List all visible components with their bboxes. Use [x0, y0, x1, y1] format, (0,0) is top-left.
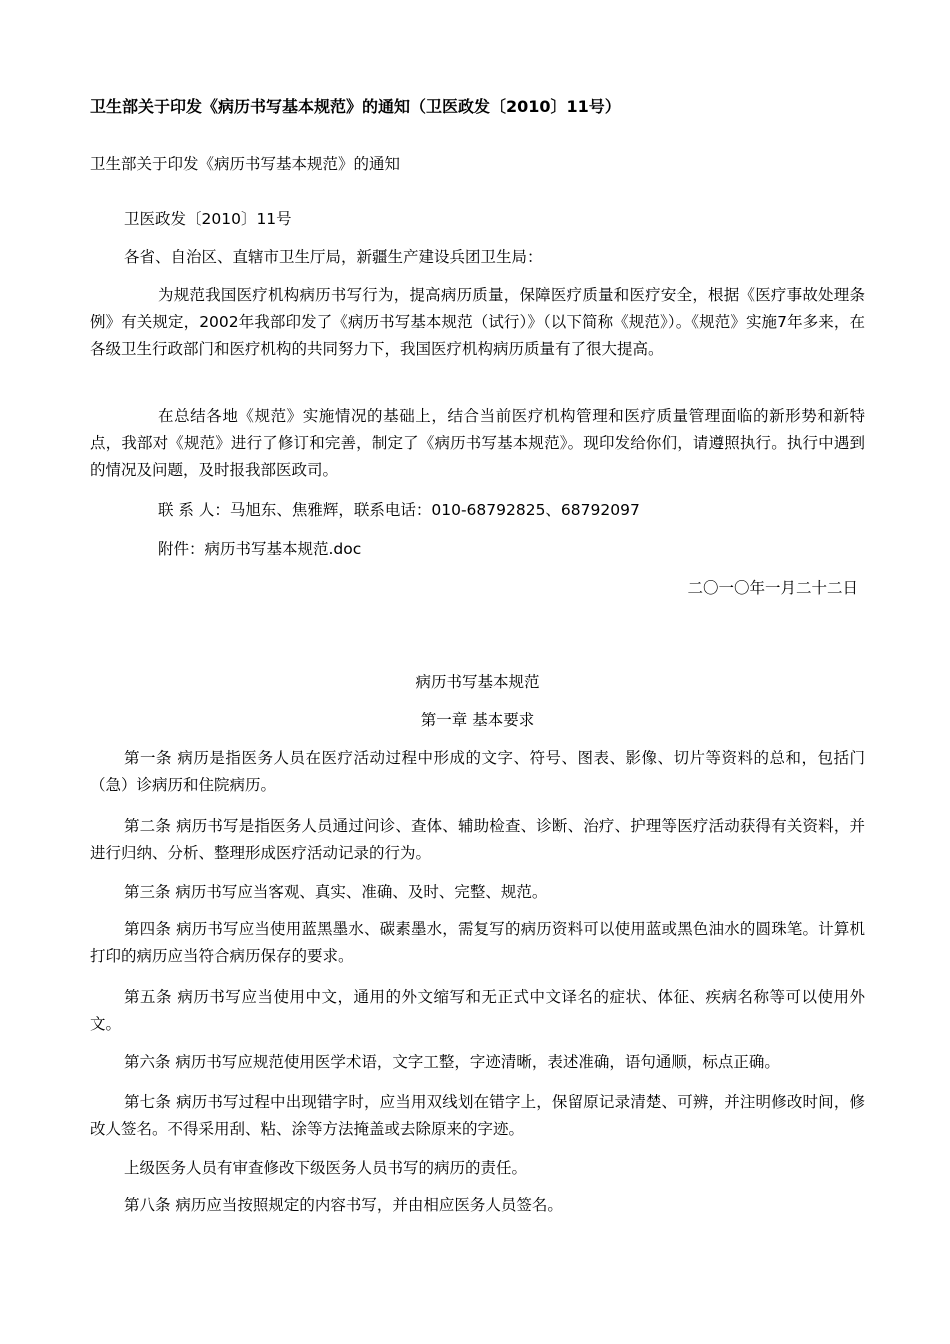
chapter-heading: 第一章 基本要求	[420, 711, 535, 729]
spec-title: 病历书写基本规范	[415, 673, 540, 691]
article-1: 第一条 病历是指医务人员在医疗活动过程中形成的文字、符号、图表、影像、切片等资料的总和，包括门（急）诊病历和住院病历。	[90, 749, 865, 794]
contact-info: 联 系 人：马旭东、焦雅辉，联系电话：010-68792825、68792097	[158, 501, 640, 519]
article-3: 第三条 病历书写应当客观、真实、准确、及时、完整、规范。	[124, 883, 548, 901]
article-7: 第七条 病历书写过程中出现错字时，应当用双线划在错字上，保留原记录清楚、可辨，并注明修改时间，修改人签名。不得采用刮、粘、涂等方法掩盖或去除原来的字迹。	[90, 1093, 865, 1138]
notice-paragraph-2: 在总结各地《规范》实施情况的基础上，结合当前医疗机构管理和医疗质量管理面临的新形势和新特点，我部对《规范》进行了修订和完善，制定了《病历书写基本规范》。现印发给你们，请遵照执行。执行中遇到的情况及问题，及时报我部医政司。	[90, 407, 865, 479]
issue-date: 二〇一〇年一月二十二日	[687, 579, 858, 597]
article-4: 第四条 病历书写应当使用蓝黑墨水、碳素墨水，需复写的病历资料可以使用蓝或黑色油水的圆珠笔。计算机打印的病历应当符合病历保存的要求。	[90, 920, 865, 965]
article-5: 第五条 病历书写应当使用中文，通用的外文缩写和无正式中文译名的症状、体征、疾病名称等可以使用外文。	[90, 988, 865, 1033]
addressee: 各省、自治区、直辖市卫生厅局，新疆生产建设兵团卫生局：	[124, 248, 543, 266]
article-2: 第二条 病历书写是指医务人员通过问诊、查体、辅助检查、诊断、治疗、护理等医疗活动获得有关资料，并进行归纳、分析、整理形成医疗活动记录的行为。	[90, 817, 865, 862]
article-6: 第六条 病历书写应规范使用医学术语，文字工整，字迹清晰，表述准确，语句通顺，标点正确。	[124, 1053, 780, 1071]
attachment-link[interactable]: 附件：病历书写基本规范.doc	[158, 540, 362, 558]
notice-paragraph-1: 为规范我国医疗机构病历书写行为，提高病历质量，保障医疗质量和医疗安全，根据《医疗事故处理条例》有关规定，2002年我部印发了《病历书写基本规范（试行）》（以下简称《规范》）。《规范》实施7年多来，在各级卫生行政部门和医疗机构的共同努力下，我国医疗机构病历质量有了很大提高。	[90, 286, 865, 358]
article-7-supplement: 上级医务人员有审查修改下级医务人员书写的病历的责任。	[124, 1159, 528, 1177]
document-number: 卫医政发〔2010〕11号	[124, 210, 292, 228]
document-heading: 卫生部关于印发《病历书写基本规范》的通知（卫医政发〔2010〕11号）	[90, 97, 621, 116]
article-8: 第八条 病历应当按照规定的内容书写，并由相应医务人员签名。	[124, 1196, 563, 1214]
notice-subtitle: 卫生部关于印发《病历书写基本规范》的通知	[90, 155, 401, 173]
